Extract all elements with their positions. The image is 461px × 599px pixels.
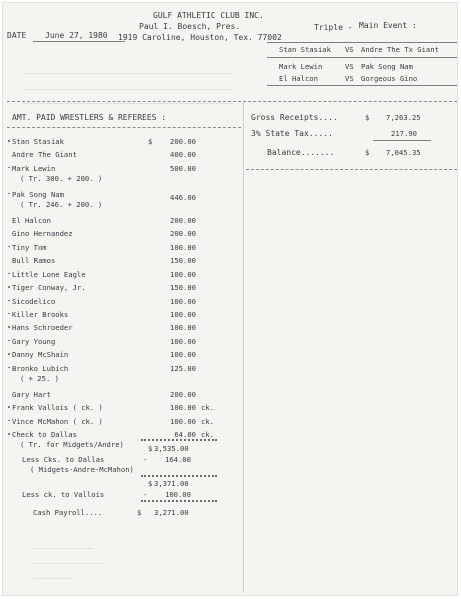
gross-receipts-label: Gross Receipts.... [251, 113, 338, 122]
less-dallas-amount: 164.00 [165, 455, 191, 464]
less-dallas-sub: ( Midgets-Andre-McMahon) [30, 465, 134, 474]
subtotal-rule-2 [141, 475, 217, 477]
less-vallois-amount: 100.00 [165, 490, 191, 499]
list-item: Killer Brooks 100.00 [12, 310, 242, 323]
bout-1-left: Stan Stasiak [279, 45, 331, 54]
subtotal-1-dollar: $ [148, 444, 153, 453]
main-event-title: Main Event : [359, 21, 417, 30]
bout-1-right: Andre The Tx Giant [361, 45, 439, 54]
receipts-bottom-rule [246, 169, 457, 170]
list-item: Check to Dallas ( Tr. for Midgets/Andre) 64.00 ck. [12, 430, 242, 456]
list-item: Frank Vallois ( ck. ) 100.00 ck. [12, 403, 242, 416]
section-divider [7, 101, 457, 102]
bout-2-vs: VS [345, 62, 354, 71]
date-underline [33, 41, 125, 42]
balance-label: Balance....... [267, 148, 335, 157]
main-event-mid-rule [267, 57, 457, 58]
list-item: Bronko Lubich ( + 25. ) 125.00 [12, 364, 242, 390]
list-item: Gary Hart 200.00 [12, 389, 196, 399]
cash-payroll-label: Cash Payroll.... [33, 508, 103, 517]
list-item: Gary Young 100.00 [12, 337, 242, 350]
triple-label: Triple - [314, 23, 353, 32]
subtotal-2-dollar: $ [148, 479, 153, 488]
tax-underline [373, 140, 431, 141]
cash-payroll-amount: 3,271.00 [154, 508, 189, 517]
company-officer: Paul I. Boesch, Pres. [139, 22, 241, 31]
less-vallois-minus: - [143, 490, 148, 499]
company-address: 1919 Caroline, Houston, Tex. 77002 [118, 33, 282, 42]
date-label: DATE [7, 31, 27, 40]
bout-2-left: Mark Lewin [279, 62, 323, 71]
list-item: Bull Ramos 150.00 [12, 256, 196, 266]
roster-heading: AMT. PAID WRESTLERS & REFEREES : [12, 113, 167, 122]
roster-heading-rule [7, 127, 241, 128]
list-item: Andre The Giant 400.00 [12, 150, 196, 160]
balance-amount: 7,045.35 [386, 148, 421, 157]
list-item: Hans Schroeder 100.00 [12, 323, 242, 336]
cash-payroll-dollar: $ [137, 508, 142, 517]
column-divider [243, 103, 244, 593]
list-item: Danny McShain 100.00 [12, 350, 242, 363]
list-item: El Halcon 200.00 [12, 215, 196, 225]
list-item: Tiny Tom 100.00 [12, 243, 242, 256]
list-item: Little Lone Eagle 100.00 [12, 270, 242, 283]
list-item: Gino Hernandez 200.00 [12, 229, 196, 239]
subtotal-2: 3,371.00 [154, 479, 189, 488]
payroll-sheet [2, 2, 458, 596]
company-name: GULF ATHLETIC CLUB INC. [153, 11, 264, 20]
list-item: Tiger Conway, Jr. 150.00 [12, 283, 242, 296]
gross-receipts-dollar: $ [365, 113, 370, 122]
subtotal-rule-3 [141, 500, 217, 502]
bout-1-vs: VS [345, 45, 354, 54]
list-item: Mark Lewin ( Tr. 300. + 200. ) 500.00 [12, 164, 242, 190]
date-value: June 27, 1980 [45, 31, 108, 40]
subtotal-rule-1 [141, 439, 217, 441]
subtotal-1: 3,535.00 [154, 444, 189, 453]
bout-3-vs: VS [345, 74, 354, 83]
list-item: Stan Stasiak $ 200.00 [12, 137, 242, 150]
list-item: Pak Song Nam ( Tr. 246. + 200. ) 446.00 [12, 190, 242, 216]
main-event-top-rule [267, 42, 457, 43]
state-tax-amount: 217.90 [391, 129, 417, 138]
state-tax-label: 3% State Tax..... [251, 129, 333, 138]
balance-dollar: $ [365, 148, 370, 157]
bout-3-right: Gorgeous Gino [361, 74, 418, 83]
list-item: Sicodelico 100.00 [12, 297, 242, 310]
less-dallas-label: Less Cks. to Dallas [22, 455, 105, 464]
roster-list [12, 137, 242, 456]
list-item: Vince McMahon ( ck. ) 100.00 ck. [12, 417, 242, 430]
gross-receipts-amount: 7,263.25 [386, 113, 421, 122]
less-vallois-label: Less ck. to Vallois [22, 490, 105, 499]
bout-2-right: Pak Song Nam [361, 62, 413, 71]
bout-3-left: El Halcon [279, 74, 318, 83]
main-event-bottom-rule [267, 85, 457, 86]
less-dallas-minus: - [143, 455, 148, 464]
